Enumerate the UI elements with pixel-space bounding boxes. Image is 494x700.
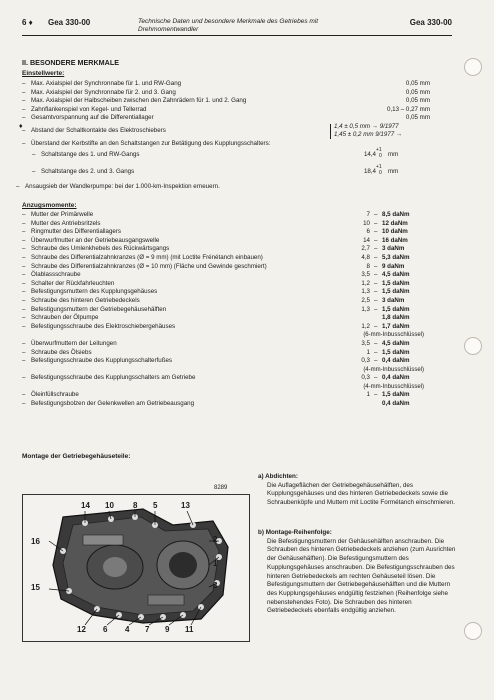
list-item: – Max. Axialspiel der Halbscheiben zwischen den Zahnrädern für 1. und 2. Gang 0,05 mm [22,97,430,105]
abdichten-text: Die Auflageflächen der Getriebegehäusehälften, des Kupplungsgehäuses und des hinteren Getriebedeckels sowie die Schraubenköpfe und Muttern mit Loctite Formétanch einschmieren. [267,481,455,507]
section-title: II. BESONDERE MERKMALE [22,58,120,67]
torque-label: Befestigungsschraube des Elektroschiebergehäuses [31,322,176,330]
list-item-schaltstange-2: – Schaltstange des 2. und 3. Gangs 18,4 +1 0 mm [32,163,399,176]
callout-3: 3 [213,581,218,590]
montage-title: Montage der Getriebegehäuseteile: [22,453,131,460]
torque-row: – Befestigungsbolzen der Gelenkwellen am Getriebeausgang 0,4 daNm [22,400,410,408]
torque-min: 1 [366,391,370,399]
torque-row: – Mutter des Antriebsritzels 10 – 12 daNm [22,219,408,227]
callout-8: 8 [133,501,138,510]
torque-note: (4-mm-Inbusschlüssel) [363,383,424,390]
torque-row: – Befestigungsschraube des Kupplungsschalterfußes 0,3 – 0,4 daNm [22,357,410,365]
binder-hole-middle [464,337,482,355]
torque-min: 1,2 [361,279,370,287]
torque-row: – Überwurfmutter an der Getriebeausgangswelle 14 – 16 daNm [22,236,408,244]
callout-6: 6 [103,625,108,634]
torque-min: 0,3 [361,357,370,365]
callout-4: 4 [125,625,130,634]
page-number: 6 ♦ [22,18,33,27]
abdichten-heading: a) Abdichten: [258,473,298,480]
doc-code-right: Gea 330-00 [409,18,452,27]
torque-label: Befestigungsmuttern des Kupplungsgehäuses [31,288,158,296]
callout-14: 14 [81,501,90,510]
torque-min: 7 [366,211,370,218]
torque-max: 5,3 daNm [382,253,410,261]
torque-min: 10 [363,219,370,227]
list-item-ueberstand: – Überstand der Kerbstifte an den Schaltstangen zur Betätigung des Kupplungsschalters: [22,139,271,147]
torque-max: 4,5 daNm [382,339,410,347]
torque-max: 4,5 daNm [382,271,410,279]
torque-max: 3 daNm [382,245,405,253]
torque-label: Überwurfmutter an der Getriebeausgangswelle [31,236,160,244]
torque-note: (6-mm-Inbusschlüssel) [363,332,424,339]
torque-row: – Befestigungsschraube des Elektroschiebergehäuses 1,2 – 1,7 daNm [22,322,410,330]
doc-code: Gea 330-00 [48,18,91,27]
torque-row: – Schrauben der Ölpumpe 1,8 daNm [22,314,410,322]
torque-label: Befestigungsschraube des Kupplungsschalterfußes [31,357,173,365]
torque-row: – Überwurfmuttern der Leitungen 3,5 – 4,5 daNm [22,339,410,347]
torque-min: 6 [366,228,370,236]
torque-max: 1,5 daNm [382,288,410,296]
torque-max: 0,4 daNm [382,400,410,408]
callout-9: 9 [165,625,170,634]
torque-min: 3,5 [361,271,370,279]
torque-max: 1,5 daNm [382,279,410,287]
einstellwerte-heading: Einstellwerte: [22,70,65,77]
torque-max: 12 daNm [382,219,408,227]
reihenfolge-text: Die Befestigungsmuttern der Gehäusehälften anschrauben. Die Schrauben des hinteren Getriebedeckels anziehen (zum Ausrichten der Gehäusehälften). Die Befestigungsmuttern des Kupplungsgehäuses anschrauben. Die Befestigungsschrauben des hinteren Getriebedeckels am rechten Gehäuseteil lösen. Die Befestigungsmuttern der Getriebegehäusehälften und die Muttern des Kupplungsgehäuses endgültig festziehen (Reihenfolge siehe nebenstehendes Foto). Die Schrauben des hinteren Getriebedeckels ebenfalls endgültig anziehen. [267,537,456,615]
torque-row: – Schraube des Differentialzahnkranzes (Ø = 10 mm) (Fläche und Gewinde geschmiert) 8 – 9 daNm [22,262,405,270]
page-header [22,18,452,48]
header-rule [22,35,452,36]
callout-16: 16 [31,537,40,546]
figure-number: 8289 [214,485,228,491]
torque-row: – Befestigungsmuttern des Kupplungsgehäuses 1,3 – 1,5 daNm [22,288,410,296]
list-item-ansaugsieb: – Ansaugsieb der Wandlerpumpe: bei der 1.000-km-Inspektion erneuern. [16,182,220,190]
callout-2: 2 [213,535,218,544]
torque-row: – Öleinfüllschraube 1 – 1,5 daNm [22,391,410,399]
torque-row: – Schraube des Differentialzahnkranzes (Ø = 9 mm) (mit Loctite Frénétanch einbauen) 4,8 – 5,3 daNm [22,253,410,261]
torque-min: 3,5 [361,339,370,347]
torque-label: Schrauben der Ölpumpe [31,314,99,322]
torque-row: – Befestigungsmuttern der Getriebegehäusehälften 1,3 – 1,5 daNm [22,305,410,313]
callout-7: 7 [145,625,150,634]
reihenfolge-block [258,529,458,616]
torque-note-row [22,366,452,375]
binder-hole-bottom [464,622,482,640]
torque-label: Ölablassschraube [31,271,81,279]
anzugsmomente-heading: Anzugsmomente: [22,202,77,209]
torque-min: 14 [363,236,370,244]
list-item: – Gesamtvorspannung auf die Differentiallager 0,05 mm [22,114,430,122]
torque-row: – Ringmutter des Differentiallagers 6 – 10 daNm [22,228,408,236]
torque-label: Schraube des Ölsiebs [31,348,92,356]
callout-11: 11 [185,625,194,634]
list-item-abstand: ♦ – Abstand der Schaltkontakte des Elektroschiebers 1,4 ± 0,5 mm → 9/1977 1,45 ± 0,2 mm 9/1977 → [19,122,403,138]
doc-subtitle: Technische Daten und besondere Merkmale des Getriebes mit Drehmomentwandler [138,18,319,33]
torque-max: 1,5 daNm [382,391,410,399]
torque-label: Überwurfmuttern der Leitungen [31,339,117,347]
torque-note-row [22,383,452,392]
torque-label: Ringmutter des Differentiallagers [31,228,121,236]
torque-max: 0,4 daNm [382,357,410,365]
torque-max: 8,5 daNm [382,211,410,218]
torque-max: 16 daNm [382,236,408,244]
callout-12: 12 [77,625,86,634]
torque-label: Mutter des Antriebsritzels [31,219,101,227]
torque-max: 1,8 daNm [382,314,410,322]
torque-row: – Schraube des Umlenkhebels des Rückwärtsgangs 2,7 – 3 daNm [22,245,405,253]
gearbox-housing-illustration [23,495,249,641]
torque-label: Öleinfüllschraube [31,391,79,399]
torque-min: 2,7 [361,245,370,253]
torque-min: 1,2 [361,322,370,330]
torque-min: 1,3 [361,288,370,296]
torque-min: 8 [366,262,370,270]
gearbox-photo [22,494,250,642]
callout-10: 10 [105,501,114,510]
torque-note: (4-mm-Inbusschlüssel) [363,366,424,373]
torque-label: Schraube des Differentialzahnkranzes (Ø = 9 mm) (mit Loctite Frénétanch einbauen) [31,253,263,261]
list-item: – Max. Axialspiel der Synchronnabe für 2. und 3. Gang 0,05 mm [22,88,430,96]
torque-label: Befestigungsmuttern der Getriebegehäusehälften [31,305,167,313]
torque-row: – Befestigungsschraube des Kupplungsschalters am Getriebe 0,3 – 0,4 daNm [22,374,410,382]
list-item: – Zahnflankenspiel von Kegel- und Tellerrad 0,13 – 0,27 mm [22,105,430,113]
callout-5: 5 [153,501,158,510]
anzugsmomente-list [22,211,452,409]
torque-max: 1,7 daNm [382,322,410,330]
torque-label: Schraube des hinteren Getriebedeckels [31,296,140,304]
reihenfolge-heading: b) Montage-Reihenfolge: [258,529,332,536]
torque-row: – Ölablassschraube 3,5 – 4,5 daNm [22,271,410,279]
callout-1: 1 [213,559,218,568]
abstand-values: 1,4 ± 0,5 mm → 9/1977 1,45 ± 0,2 mm 9/1977 → [334,123,402,139]
torque-min: 1,3 [361,305,370,313]
torque-label: Schalter der Rückfahrleuchten [31,279,115,287]
torque-max: 0,4 daNm [382,374,410,382]
torque-row: – Mutter der Primärwelle 7 – 8,5 daNm [22,211,410,218]
callout-15: 15 [31,583,40,592]
torque-max: 9 daNm [382,262,405,270]
binder-hole-top [464,58,482,76]
callout-13: 13 [181,501,190,510]
torque-label: Befestigungsbolzen der Gelenkwellen am Getriebeausgang [31,400,195,408]
list-item-schaltstange-1: – Schaltstange des 1. und RW-Gangs 14,4 +1 0 mm [32,146,399,159]
torque-max: 10 daNm [382,228,408,236]
torque-row: – Schraube des Ölsiebs 1 – 1,5 daNm [22,348,410,356]
torque-note-row [22,331,452,340]
torque-row: – Schalter der Rückfahrleuchten 1,2 – 1,5 daNm [22,279,410,287]
torque-label: Mutter der Primärwelle [31,211,94,218]
torque-max: 3 daNm [382,296,405,304]
torque-min: 4,8 [361,253,370,261]
torque-max: 1,5 daNm [382,348,410,356]
einstellwerte-list [16,80,452,191]
torque-label: Schraube des Umlenkhebels des Rückwärtsgangs [31,245,170,253]
torque-min: 2,5 [361,296,370,304]
list-item: – Max. Axialspiel der Synchronnabe für 1. und RW-Gang 0,05 mm [22,80,430,87]
torque-min: 1 [366,348,370,356]
torque-label: Befestigungsschraube des Kupplungsschalters am Getriebe [31,374,196,382]
abdichten-block [258,473,458,508]
torque-min: 0,3 [361,374,370,382]
torque-label: Schraube des Differentialzahnkranzes (Ø = 10 mm) (Fläche und Gewinde geschmiert) [31,262,267,270]
torque-row: – Schraube des hinteren Getriebedeckels 2,5 – 3 daNm [22,296,405,304]
torque-max: 1,5 daNm [382,305,410,313]
